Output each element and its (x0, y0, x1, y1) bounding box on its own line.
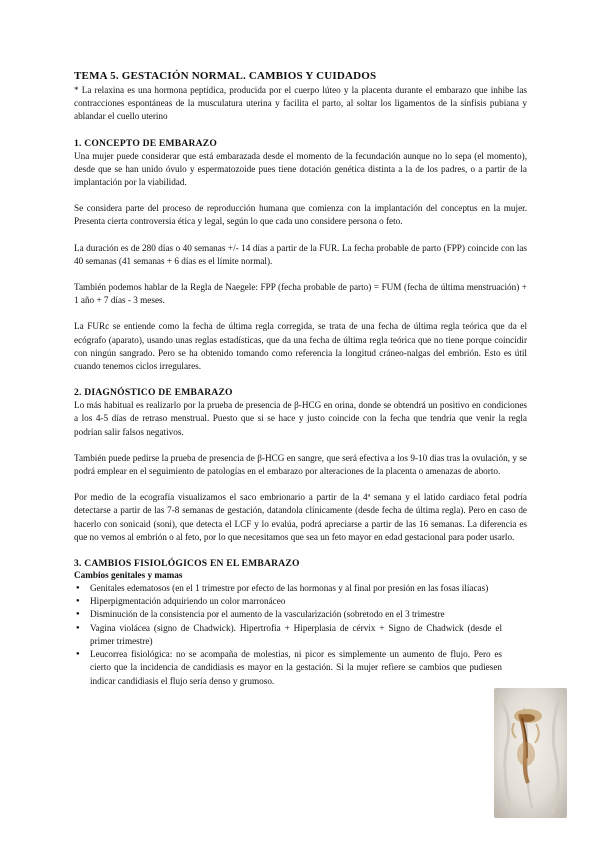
list-item: ● Genitales edematosos (en el 1 trimestre por efecto de las hormonas y al final por presión en las fosas ilíacas) (74, 582, 527, 595)
section-1-paragraph: La FURc se entiende como la fecha de última regla corregida, se trata de una fecha de última regla teórica que da el ecógrafo (aparato), usando unas reglas estadísticas, que da una fecha de última regla teórica que no tiene porque coincidir con ningún sangrado. Pero se ha obtenido tomando como referencia la longitud cráneo-nalgas del embrión. Esto es útil cuando tenemos ciclos irregulares. (74, 321, 527, 372)
section-3-heading: 3. CAMBIOS FISIOLÓGICOS EN EL EMBARAZO (74, 558, 300, 570)
bullet-list (74, 582, 527, 688)
section-2-paragraph: Lo más habitual es realizarlo por la prueba de presencia de β-HCG en orina, donde se obtendrá un positivo en condiciones a los 4-5 días de retraso menstrual. Puesto que si se hace y justo coincide con la fecha que tendría que venir la regla podrían salir falsos negativos. (74, 400, 527, 437)
section-2-heading: 2. DIAGNÓSTICO DE EMBARAZO (74, 387, 233, 399)
leucorrhea-photo (494, 688, 567, 818)
list-item: ● Vagina violácea (signo de Chadwick). Hipertrofia + Hiperplasia de cérvix + Signo de Chadwick (desde el primer trimestre) (74, 622, 502, 648)
document-content (74, 70, 527, 688)
section-2-paragraph: Por medio de la ecografía visualizamos el saco embrionario a partir de la 4ª semana y el latido cardiaco fetal podría detectarse a partir de las 7-8 semanas de gestación, datandola clínicamente (desde fecha de última regla). Pero en caso de hacerlo con sonicaid (soni), que detecta el LCF y lo evalúa, podrá apreciarse a partir de las 16 semanas. La diferencia es que no vemos al embrión o al feto, por lo que necesitamos que sea un feto mayor en edad gestacional para poder usarlo. (74, 492, 527, 542)
list-item: ● Leucorrea fisiológica: no se acompaña de molestias, ni picor es simplemente un aumento de flujo. Pero es cierto que la incidencia de candidiasis es mayor en la gestación. Si la mujer refiere se cambios que pudiesen indicar candidiasis el flujo sería denso y grumoso. (74, 648, 502, 688)
section-1-paragraph: También podemos hablar de la Regla de Naegele: FPP (fecha probable de parto) = FUM (fecha de última menstruación) + 1 año + 7 días - 3 meses. (74, 282, 527, 306)
list-item: ● Hiperpigmentación adquiriendo un color marronáceo (74, 595, 527, 608)
section-1-paragraph: La duración es de 280 días o 40 semanas +/- 14 días a partir de la FUR. La fecha probable de parto (FPP) coincide con las 40 semanas (41 semanas + 6 días es el límite normal). (74, 242, 527, 266)
document-title: TEMA 5. GESTACIÓN NORMAL. CAMBIOS Y CUIDADOS (74, 70, 377, 82)
intro-note: * La relaxina es una hormona peptídica, producida por el cuerpo lúteo y la placenta durante el embarazo que inhibe las contracciones espontáneas de la musculatura uterina y facilita el parto, al soltar los ligamentos de la sínfisis pubiana y ablandar el cuello uterino (74, 85, 527, 122)
section-1-heading: 1. CONCEPTO DE EMBARAZO (74, 137, 218, 149)
list-item: ● Disminución de la consistencia por el aumento de la vascularización (sobretodo en el 3 trimestre (74, 608, 527, 621)
section-2-paragraph: También puede pedirse la prueba de presencia de β-HCG en sangre, que será efectiva a los 9-10 días tras la ovulación, y se podrá emplear en el seguimiento de patologías en el embarazo por alteraciones de la placenta o amenazas de aborto. (74, 452, 527, 477)
section-1-paragraph: Una mujer puede considerar que está embarazada desde el momento de la fecundación aunque no lo sepa (el momento), desde que se han unido óvulo y espermatozoide pues tiene dotación genética distinta a la de los padres, o a partir de la implantación por la viabilidad. (74, 150, 527, 188)
section-1-paragraph: Se considera parte del proceso de reproducción humana que comienza con la implantación del conceptus en la mujer. Presenta cierta controversia ética y legal, según lo que cada uno considere persona o feto. (74, 203, 527, 227)
section-3-subheading: Cambios genitales y mamas (74, 570, 183, 581)
